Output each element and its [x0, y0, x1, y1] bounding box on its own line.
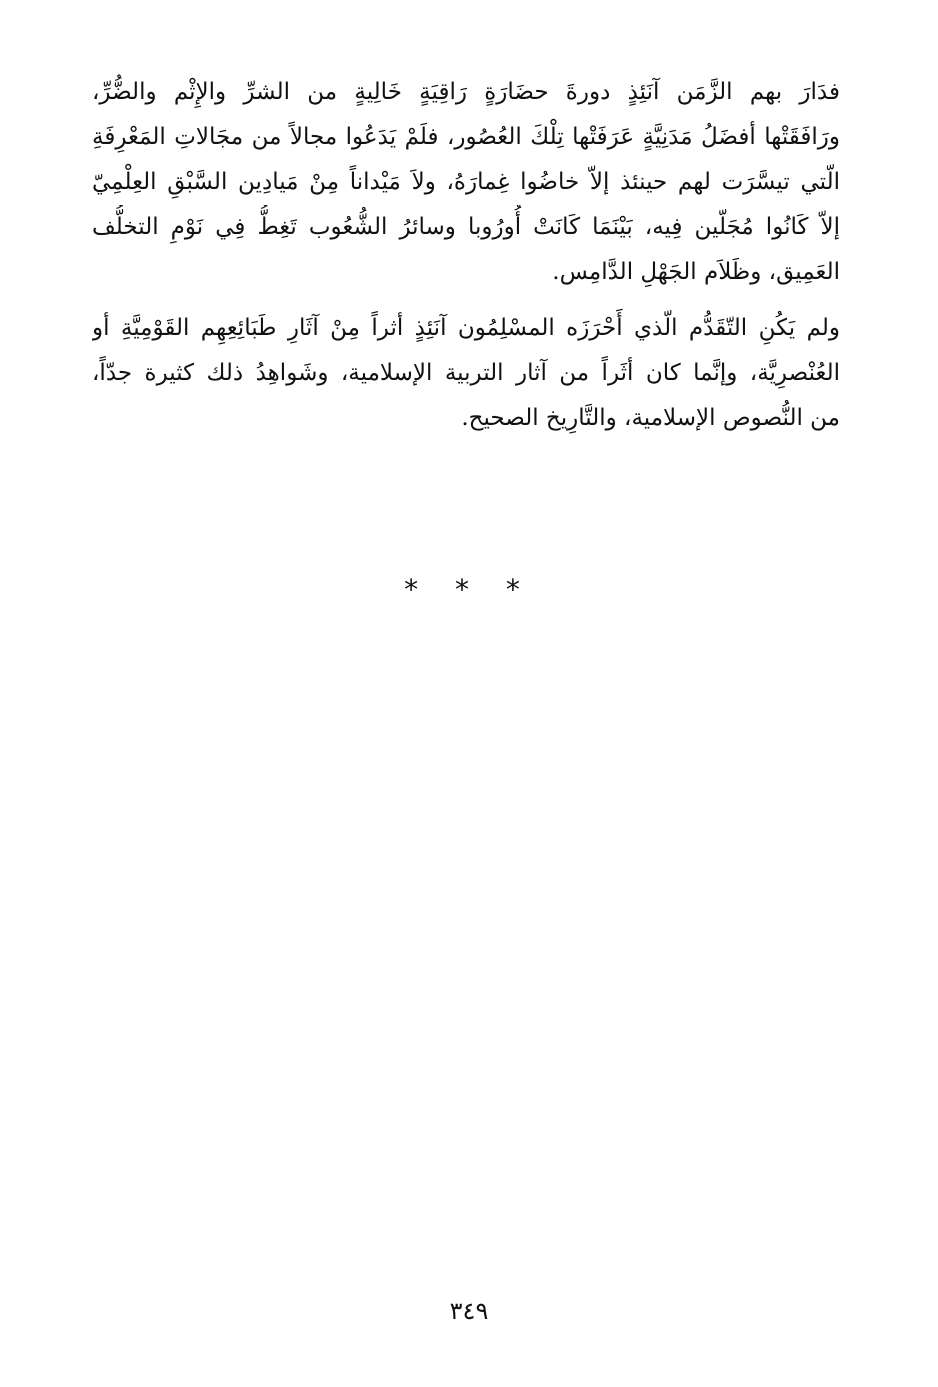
- paragraph-1: [92, 70, 840, 295]
- page-number: ٣٤٩: [449, 1297, 489, 1325]
- paragraph-2-line-3: من النُّصوص الإسلامية، والتَّارِيخ الصحيح.: [461, 405, 840, 431]
- paragraph-1-line-2: ورَافَقَتْها أفضَلُ مَدَنِيَّةٍ عَرَفَتْها تِلْكَ العُصُور، فلَمْ يَدَعُوا مجالاً من مجَالاتِ المَعْرِفَةِ: [92, 124, 840, 150]
- paragraph-2-line-1: ولم يَكُنِ التّقَدُّم الّذي أَحْرَزَه المسْلِمُون آنَئِذٍ أثراً مِنْ آثَارِ طَبَائِعِهِم القَوْمِيَّةِ أو: [92, 315, 840, 341]
- paragraph-1-line-4: إلاّ كَانُوا مُجَلّين فِيه، بَيْنَمَا كَانَتْ أُورُوبا وسائرُ الشُّعُوب تَغِطُّ فِي نَوْمِ التخلُّف: [92, 214, 840, 240]
- paragraph-2-line-2: العُنْصرِيَّة، وإنَّما كان أثَراً من آثار التربية الإسلامية، وشَواهِدُ ذلك كثيرة جدّاً،: [92, 360, 840, 386]
- section-separator: * * *: [404, 573, 534, 606]
- paragraph-1-line-1: فدَارَ بهم الزَّمَن آنَئِذٍ دورةَ حضَارَةٍ رَاقِيَةٍ خَالِيةٍ من الشرِّ والإِثْم والضُّرِّ،: [92, 79, 840, 105]
- paragraph-1-line-5: العَمِيق، وظَلاَم الجَهْلِ الدَّامِس.: [552, 259, 840, 285]
- paragraph-1-line-3: الّتي تيسَّرَت لهم حينئذ إلاّ خاضُوا غِمارَهُ، ولاَ مَيْداناً مِنْ مَيادِين السَّبْقِ العِلْمِيّ: [92, 169, 840, 195]
- paragraph-2: [92, 306, 840, 441]
